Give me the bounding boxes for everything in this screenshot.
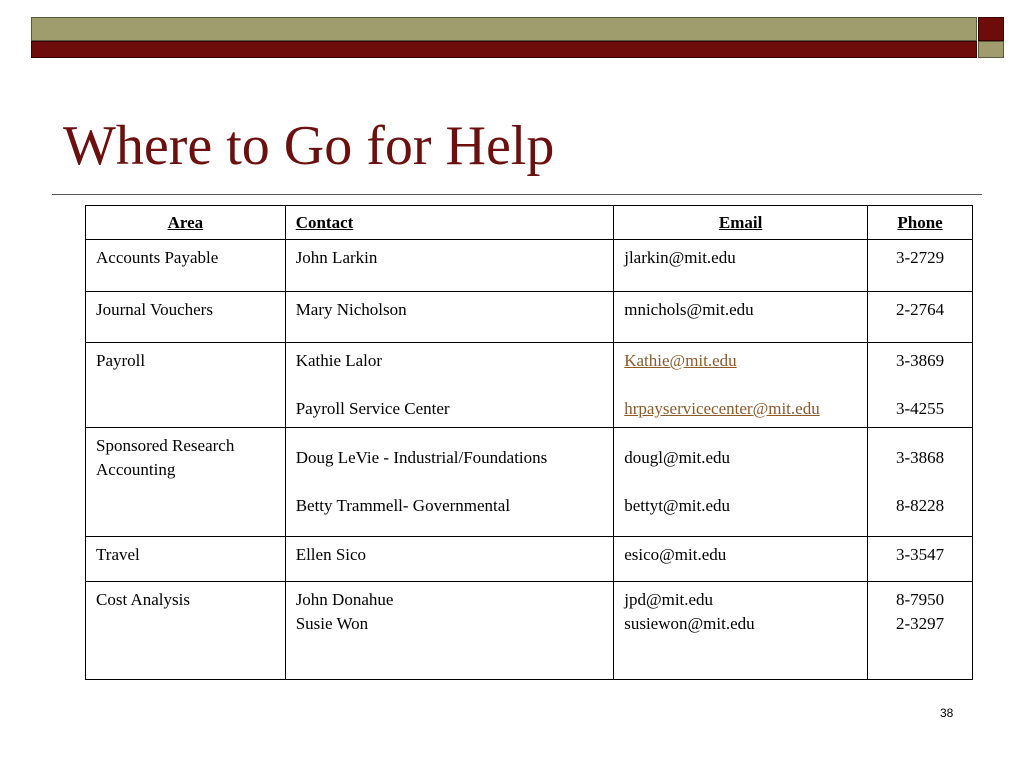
table-row — [86, 428, 973, 537]
email-link[interactable]: Kathie@mit.edu — [624, 351, 737, 370]
header-band-olive — [31, 17, 977, 41]
contact-cell — [285, 292, 614, 343]
phone-text: 3-4255 — [895, 399, 945, 418]
table-header-row — [86, 206, 973, 240]
contact-name: Doug LeVie - Industrial/Foundations — [295, 448, 548, 467]
contact-name: Betty Trammell- Governmental — [295, 496, 511, 515]
phone-cell — [868, 240, 973, 292]
email-text: dougl@mit.edu — [624, 448, 731, 467]
phone-cell — [868, 537, 973, 582]
contact-cell — [285, 240, 614, 292]
area-cell — [86, 240, 286, 292]
phone-text: 2-3297 — [895, 614, 945, 633]
table-row — [86, 537, 973, 582]
contact-cell — [285, 582, 614, 680]
contact-name: John Larkin — [295, 248, 378, 267]
area-text: Accounting — [96, 460, 176, 479]
phone-cell — [868, 428, 973, 537]
phone-text: 8-7950 — [895, 590, 945, 609]
header-band-maroon — [31, 41, 977, 58]
email-cell — [614, 343, 868, 428]
header-area: Area — [86, 206, 286, 240]
header-corner-olive — [978, 41, 1004, 58]
email-cell — [614, 240, 868, 292]
contact-name: Ellen Sico — [295, 545, 367, 564]
phone-cell — [868, 582, 973, 680]
email-link[interactable]: hrpayservicecenter@mit.edu — [624, 399, 820, 418]
contact-name: Susie Won — [295, 614, 369, 633]
help-contacts-table — [85, 205, 973, 680]
table-row — [86, 292, 973, 343]
phone-text: 3-3869 — [895, 351, 945, 370]
header-contact: Contact — [285, 206, 614, 240]
area-cell — [86, 428, 286, 537]
contact-name: John Donahue — [295, 590, 394, 609]
area-text: Payroll — [96, 351, 146, 370]
phone-cell — [868, 343, 973, 428]
page-number: 38 — [940, 706, 954, 720]
email-text: esico@mit.edu — [624, 545, 727, 564]
area-text: Cost Analysis — [96, 590, 190, 609]
phone-cell — [868, 292, 973, 343]
area-text: Accounts Payable — [96, 248, 219, 267]
email-text: jpd@mit.edu — [624, 590, 714, 609]
email-cell — [614, 537, 868, 582]
email-text: bettyt@mit.edu — [624, 496, 731, 515]
area-cell — [86, 537, 286, 582]
contact-name: Payroll Service Center — [295, 399, 450, 418]
contact-name: Kathie Lalor — [295, 351, 383, 370]
phone-text: 3-3868 — [895, 448, 945, 467]
header-corner-maroon — [978, 17, 1004, 41]
phone-text: 3-3547 — [895, 545, 945, 564]
header-phone: Phone — [868, 206, 973, 240]
phone-text: 8-8228 — [895, 496, 945, 515]
contact-name: Mary Nicholson — [295, 300, 407, 319]
email-cell — [614, 582, 868, 680]
area-text: Sponsored Research — [96, 436, 235, 455]
title-divider — [52, 194, 982, 195]
table-row — [86, 343, 973, 428]
email-cell — [614, 292, 868, 343]
area-text: Journal Vouchers — [96, 300, 213, 319]
email-text: susiewon@mit.edu — [624, 614, 755, 633]
contact-cell — [285, 537, 614, 582]
area-cell — [86, 343, 286, 428]
header-email: Email — [614, 206, 868, 240]
phone-text: 2-2764 — [895, 300, 945, 319]
area-cell — [86, 292, 286, 343]
table-row — [86, 240, 973, 292]
table-row — [86, 582, 973, 680]
area-cell — [86, 582, 286, 680]
email-cell — [614, 428, 868, 537]
email-text: jlarkin@mit.edu — [624, 248, 736, 267]
phone-text: 3-2729 — [895, 248, 945, 267]
email-text: mnichols@mit.edu — [624, 300, 754, 319]
contact-cell — [285, 428, 614, 537]
area-text: Travel — [96, 545, 140, 564]
contact-cell — [285, 343, 614, 428]
slide-title: Where to Go for Help — [63, 115, 555, 177]
